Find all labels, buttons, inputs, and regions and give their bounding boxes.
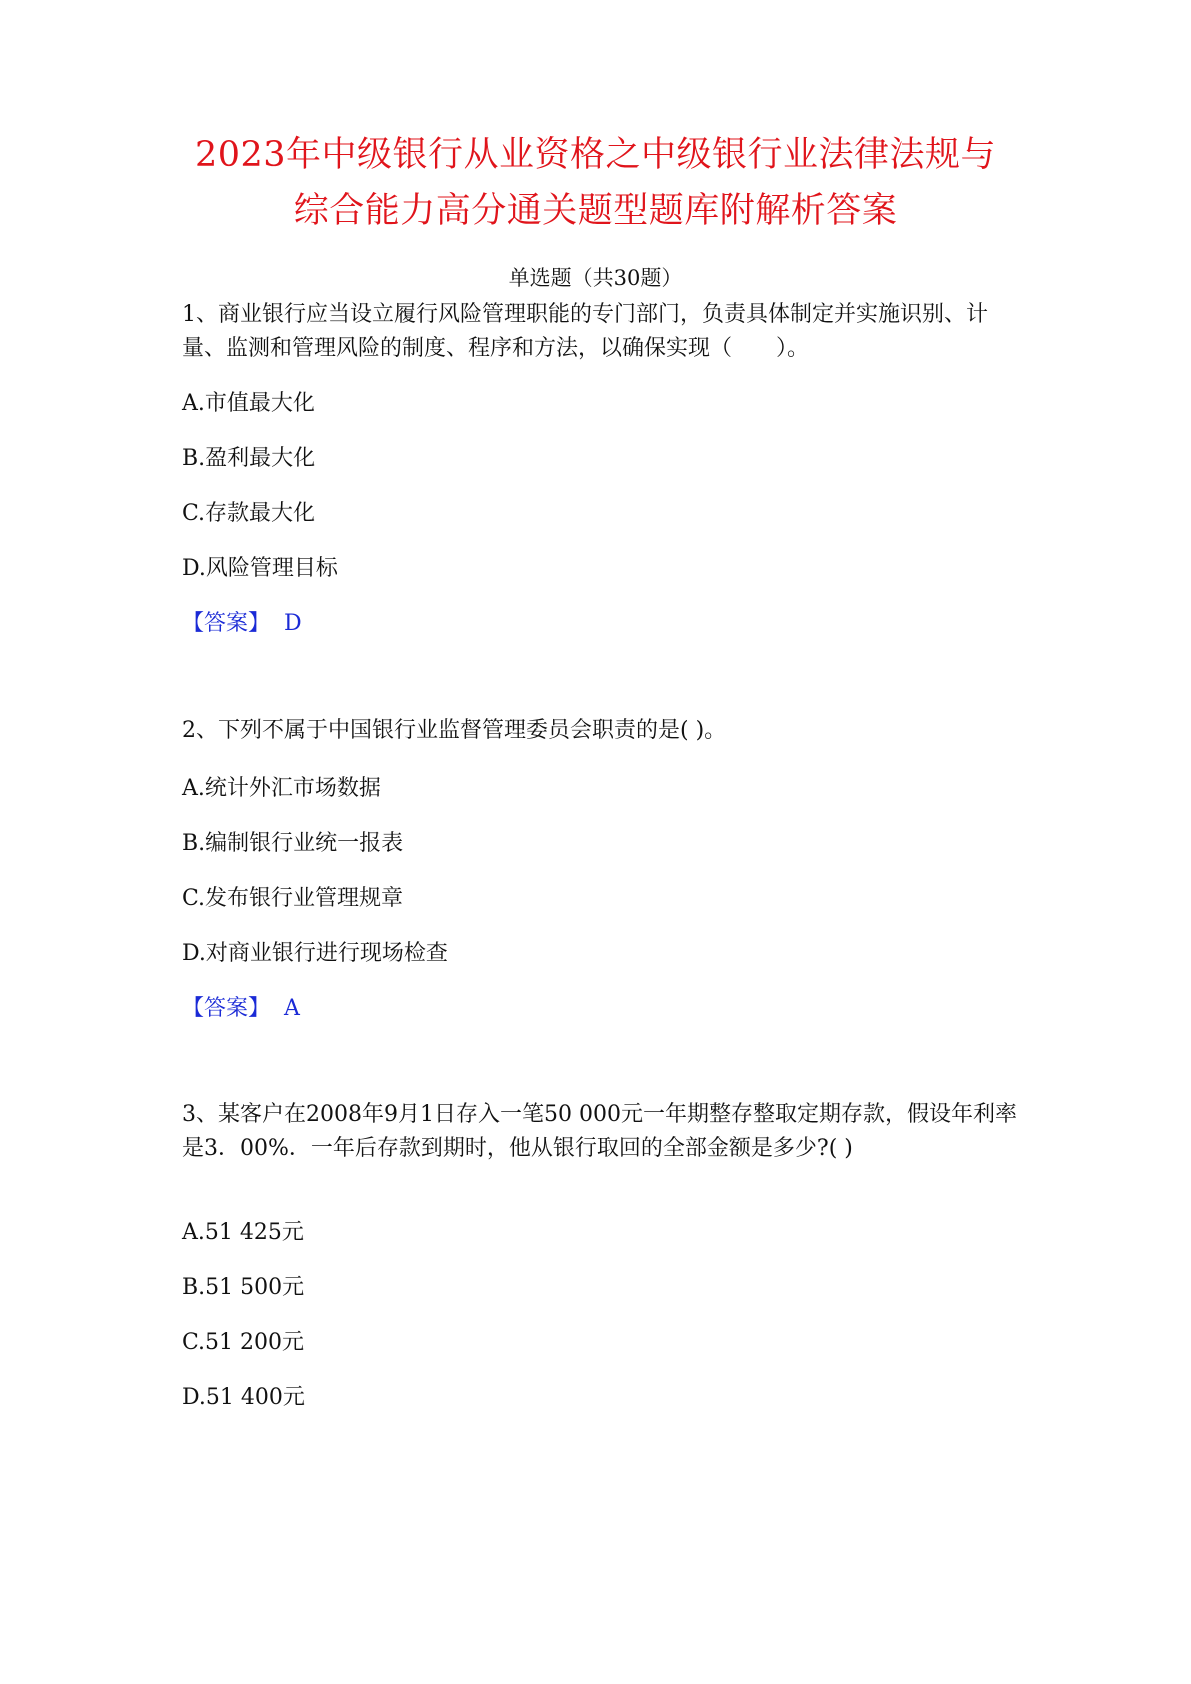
question-1-option-c: C.存款最大化 [182,501,316,526]
question-3-option-b: B.51 500元 [182,1275,305,1300]
question-1-stem-block [182,298,1022,366]
question-3-option-a: A.51 425元 [182,1220,304,1245]
answer-value: D [284,611,302,636]
question-2-answer [182,991,300,1022]
question-1-option-a: A.市值最大化 [182,391,315,416]
question-2-stem: 2、下列不属于中国银行业监督管理委员会职责的是( )。 [182,718,727,743]
question-2-option-a: A.统计外汇市场数据 [182,776,381,801]
answer-label: 【答案】 [182,611,271,636]
document-title [120,127,1071,239]
question-2-stem-block [182,714,1022,748]
answer-value: A [284,996,300,1021]
question-2-option-c: C.发布银行业管理规章 [182,886,404,911]
question-1-option-d: D.风险管理目标 [182,556,338,581]
question-2-option-b: B.编制银行业统一报表 [182,831,404,856]
title-line-1: 2023年中级银行从业资格之中级银行业法律法规与 [194,135,997,175]
question-2-option-d: D.对商业银行进行现场检查 [182,941,448,966]
question-3-option-c: C.51 200元 [182,1330,305,1355]
question-1-option-b: B.盈利最大化 [182,446,316,471]
question-1-answer [182,606,302,637]
title-line-2: 综合能力高分通关题型题库附解析答案 [293,191,898,231]
section-heading: 单选题（共30题） [508,266,683,290]
question-3-option-d: D.51 400元 [182,1385,305,1410]
question-3-stem-block [182,1098,1022,1166]
answer-label: 【答案】 [182,996,271,1021]
question-1-stem: 1、商业银行应当设立履行风险管理职能的专门部门，负责具体制定并实施识别、计量、监测和管理风险的制度、程序和方法，以确保实现（ ）。 [182,302,988,361]
question-3-stem: 3、某客户在2008年9月1日存入一笔50 000元一年期整存整取定期存款，假设年利率是3．00%．一年后存款到期时，他从银行取回的全部金额是多少?( ) [182,1102,1017,1161]
